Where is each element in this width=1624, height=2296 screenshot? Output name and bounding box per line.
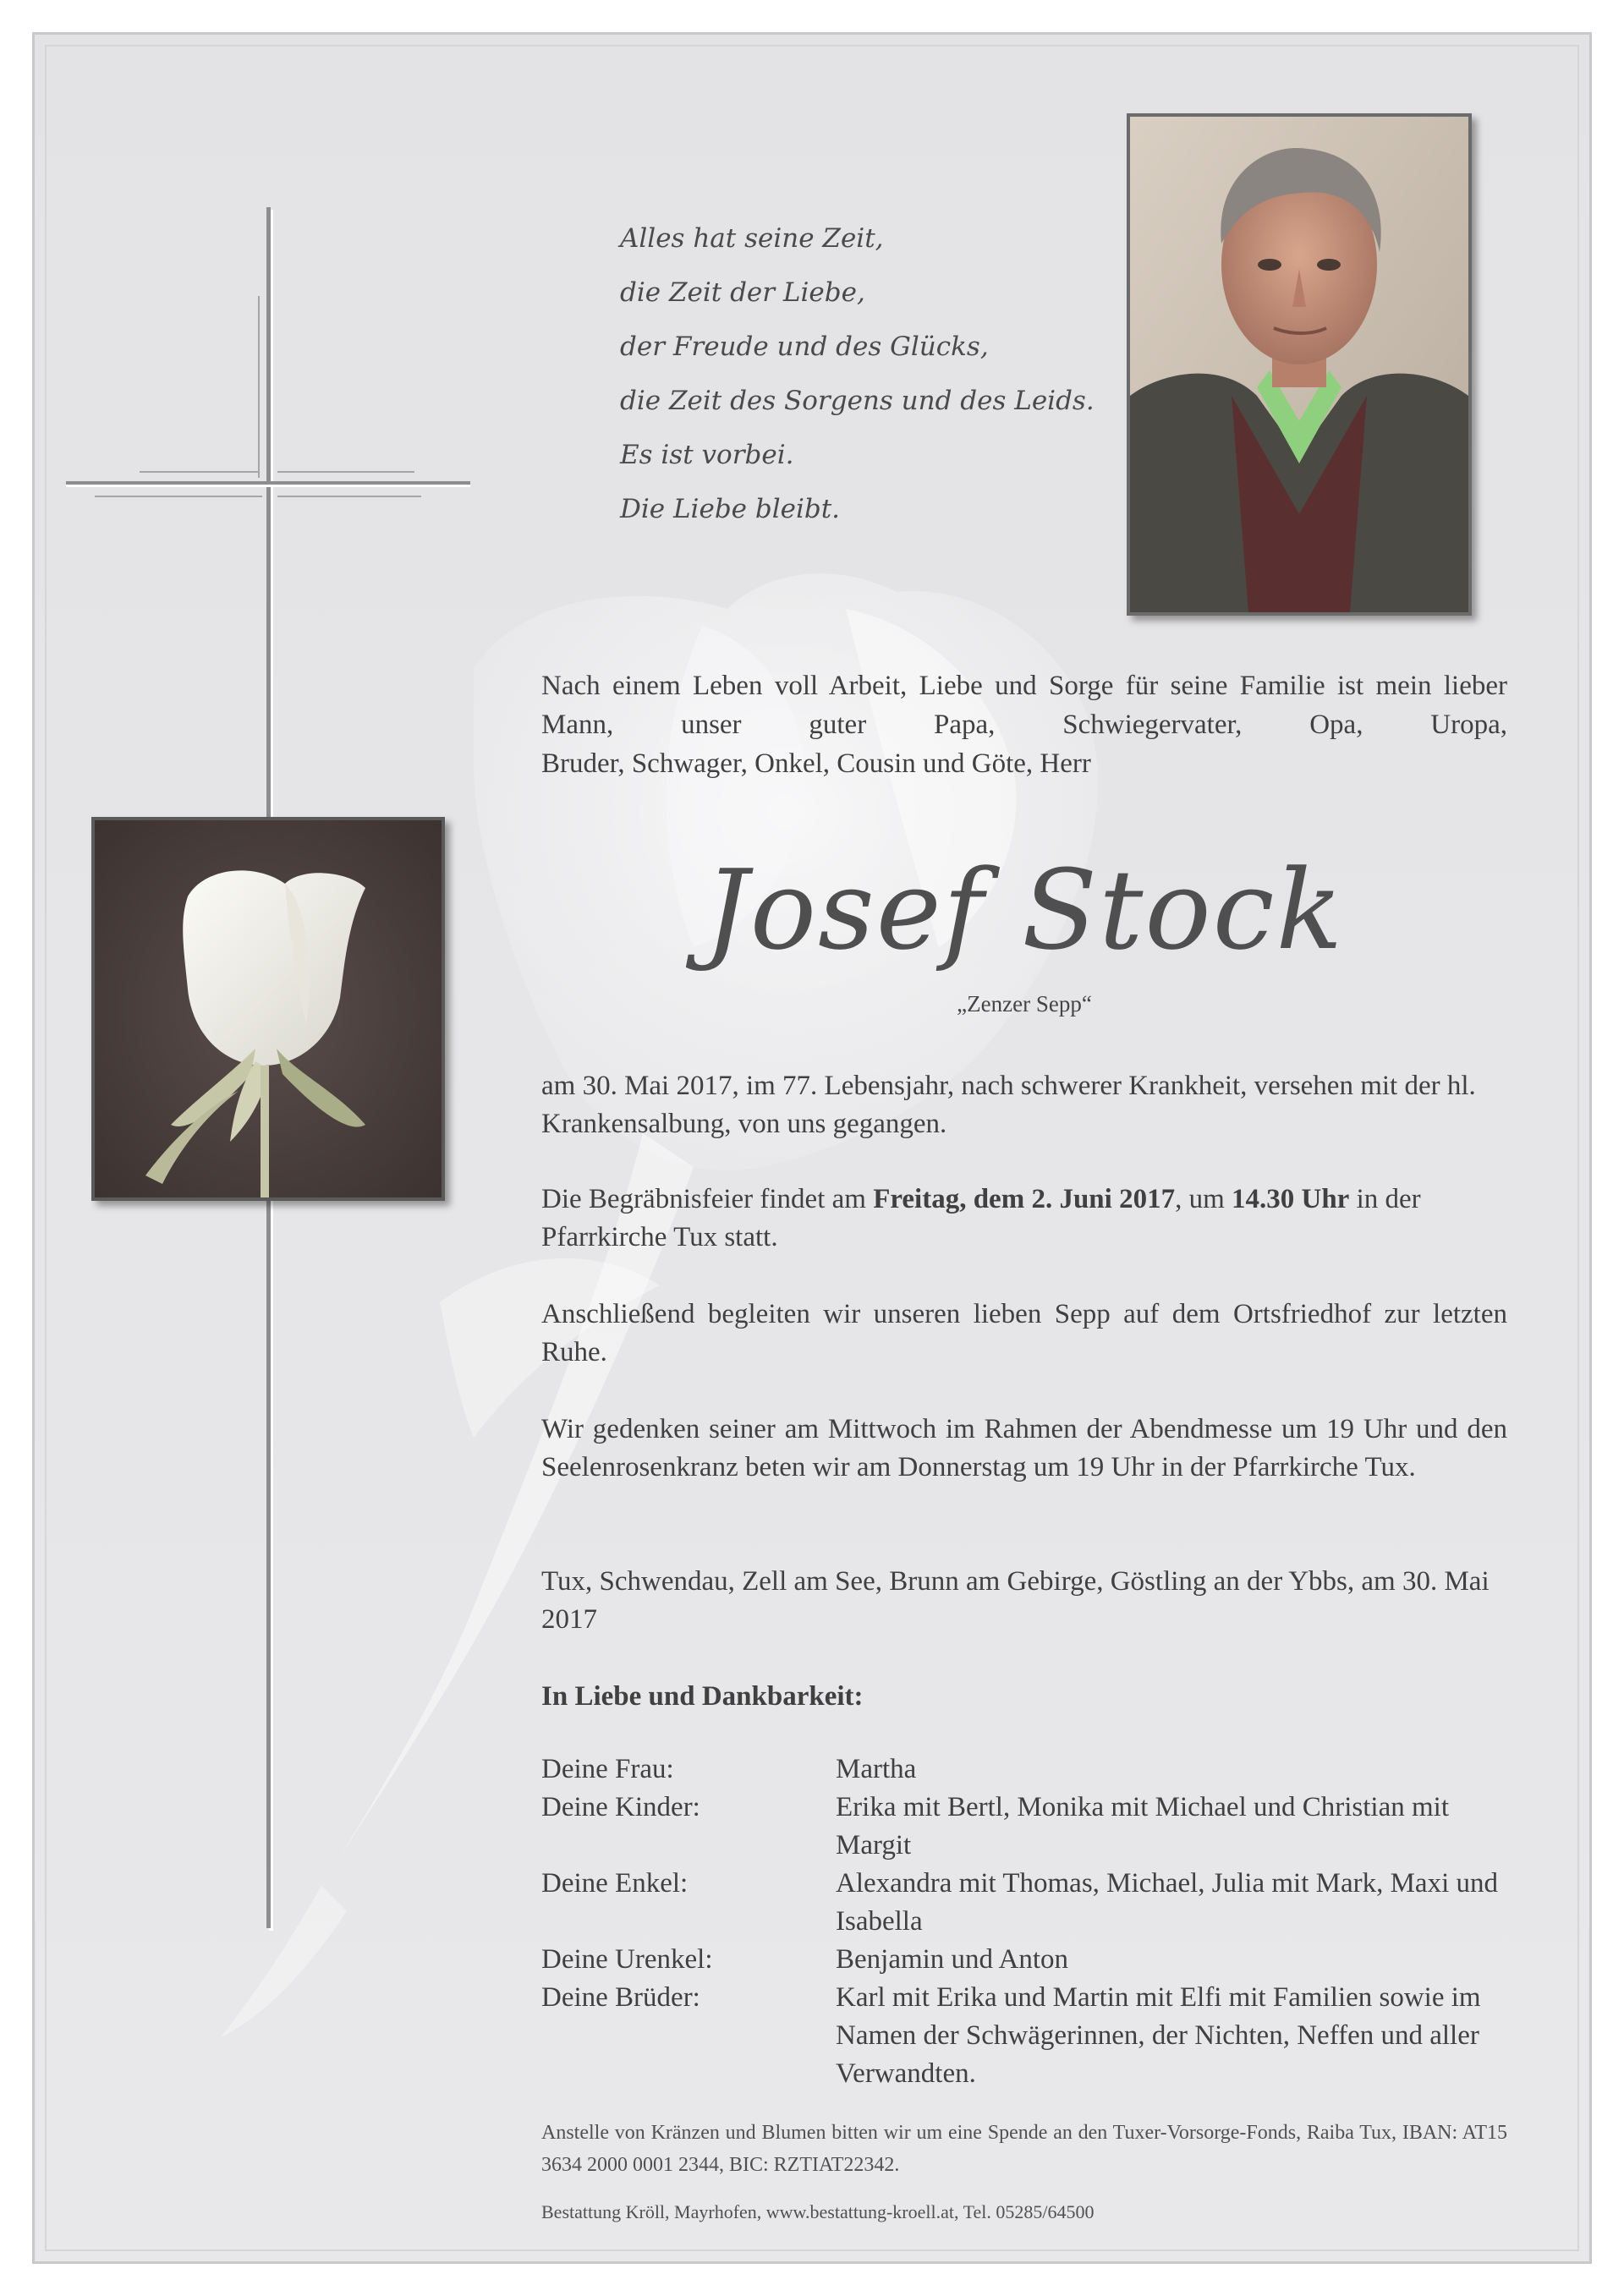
burial-text: Anschließend begleiten wir unseren lieben Sepp auf dem Ortsfriedhof zur letzten Ruhe. (541, 1299, 1507, 1367)
rose-photo (91, 817, 445, 1201)
poem-line: die Zeit des Sorgens und des Leids. (620, 386, 1095, 416)
burial-paragraph (541, 1296, 1507, 1372)
family-role: Deine Urenkel: (541, 1944, 713, 1975)
family-row (541, 1941, 1507, 1979)
poem-line: der Freude und des Glücks, (620, 332, 989, 362)
cross-accent-line (258, 296, 260, 478)
poem-line: Es ist vorbei. (620, 440, 794, 470)
poem-line: die Zeit der Liebe, (620, 277, 865, 308)
intro-text: Nach einem Leben voll Arbeit, Liebe und Sorge für seine Familie ist mein lieber Mann, unser guter Papa, Schwiegervater, Opa, Uropa, (541, 671, 1507, 740)
funeral-home-footer: Bestattung Kröll, Mayrhofen, www.bestattung-kroell.at, Tel. 05285/64500 (541, 2201, 1095, 2222)
cross-horizontal-bar (66, 481, 470, 485)
cross-accent-line (140, 471, 258, 473)
poem-line: Alles hat seine Zeit, (620, 223, 884, 254)
portrait-photo (1127, 113, 1472, 616)
deceased-name: Josef Stock (704, 846, 1345, 974)
family-row (541, 1789, 1507, 1865)
donation-notice: Anstelle von Kränzen und Blumen bitten wir um eine Spende an den Tuxer-Vorsorge-Fonds, Raiba Tux, IBAN: AT15 3634 2000 0001 2344, BIC: RZTIAT22342. (541, 2122, 1507, 2176)
family-names: Alexandra mit Thomas, Michael, Julia mit Mark, Maxi und Isabella (836, 1868, 1498, 1937)
poem-line: Die Liebe bleibt. (620, 494, 841, 524)
place-text: Tux, Schwendau, Zell am See, Brunn am Gebirge, Göstling an der Ybbs, am 30. Mai 2017 (541, 1566, 1490, 1635)
deceased-nickname: „Zenzer Sepp“ (957, 991, 1092, 1016)
family-role: Deine Brüder: (541, 1982, 700, 2013)
family-names: Karl mit Erika und Martin mit Elfi mit Familien sowie im Namen der Schwägerinnen, der Nichten, Neffen und aller Verwandten. (836, 1982, 1481, 2089)
death-paragraph (541, 1067, 1507, 1143)
cross-accent-line (277, 471, 414, 473)
poem (620, 211, 1094, 536)
family-names: Erika mit Bertl, Monika mit Michael und Christian mit Margit (836, 1792, 1449, 1860)
family-row (541, 1865, 1507, 1941)
funeral-mid: , um (1175, 1184, 1232, 1214)
family-row (541, 1751, 1507, 1789)
death-text: am 30. Mai 2017, im 77. Lebensjahr, nach schwerer Krankheit, versehen mit der hl. Krankensalbung, von uns gegangen. (541, 1071, 1476, 1139)
funeral-date: Freitag, dem 2. Juni 2017 (873, 1184, 1176, 1214)
family-role: Deine Kinder: (541, 1792, 700, 1822)
funeral-prefix: Die Begräbnisfeier findet am (541, 1184, 874, 1214)
memorial-text: Wir gedenken seiner am Mittwoch im Rahmen der Abendmesse um 19 Uhr und den Seelenrosenkranz beten wir am Donnerstag um 19 Uhr in der Pfarrkirche Tux. (541, 1414, 1507, 1482)
cross-accent-line (277, 496, 421, 497)
intro-paragraph (541, 666, 1507, 783)
funeral-time: 14.30 Uhr (1232, 1184, 1350, 1214)
family-heading: In Liebe und Dankbarkeit: (541, 1681, 864, 1712)
family-list (541, 1751, 1507, 2093)
funeral-text (541, 1181, 1507, 1257)
place-paragraph (541, 1563, 1507, 1639)
family-role: Deine Frau: (541, 1754, 674, 1784)
funeral-suffix: in der Pfarrkirche Tux statt. (541, 1184, 1421, 1252)
family-names: Benjamin und Anton (836, 1944, 1068, 1975)
family-names: Martha (836, 1754, 917, 1784)
intro-last-line: Bruder, Schwager, Onkel, Cousin und Göte, Herr (541, 748, 1091, 779)
funeral-paragraph (541, 1181, 1507, 1257)
cross-accent-line (95, 496, 262, 497)
memorial-paragraph (541, 1411, 1507, 1487)
family-role: Deine Enkel: (541, 1868, 689, 1899)
family-row (541, 1979, 1507, 2093)
